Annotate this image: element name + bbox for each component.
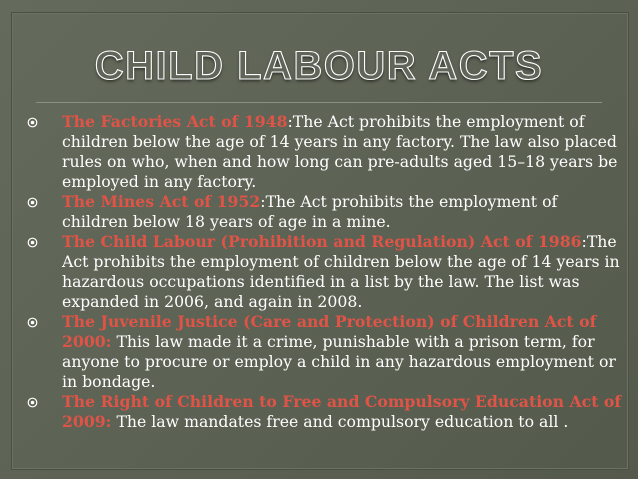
act-description: The Act prohibits the employment of children below 18 years of age in a mine. — [62, 192, 558, 231]
list-item — [20, 112, 624, 192]
circled-dot-bullet-icon — [24, 112, 40, 132]
act-separator: : — [581, 232, 587, 251]
list-item — [20, 312, 624, 392]
act-description: The Act prohibits the employment of children below the age of 14 years in any factory. The law also placed rules on who, when and how long can pre-adults aged 15–18 years be employed in any factory. — [62, 112, 618, 191]
act-separator: : — [260, 192, 266, 211]
circled-dot-bullet-icon — [24, 392, 40, 412]
list-item — [20, 392, 624, 432]
slide-title: CHILD LABOUR ACTS — [94, 44, 544, 88]
act-separator: : — [287, 112, 293, 131]
bullet-list — [20, 112, 624, 432]
circled-dot-bullet-icon — [24, 232, 40, 252]
act-description: This law made it a crime, punishable with a prison term, for anyone to procure or employ a child in any hazardous employment or in bondage. — [62, 332, 616, 391]
circled-dot-bullet-icon — [24, 192, 40, 212]
list-item — [20, 192, 624, 232]
circled-dot-bullet-icon — [24, 312, 40, 332]
act-separator: : — [105, 412, 112, 431]
list-item — [20, 232, 624, 312]
act-name: The Mines Act of 1952 — [62, 192, 261, 211]
act-description: The law mandates free and compulsory education to all . — [111, 412, 569, 431]
act-name: The Right of Children to Free and Compulsory Education Act of 2009 — [62, 392, 622, 431]
act-name: The Juvenile Justice (Care and Protection) of Children Act of 2000 — [62, 312, 597, 351]
act-description: The Act prohibits the employment of children below the age of 14 years in hazardous occupations identified in a list by the law. The list was expanded in 2006, and again in 2008. — [62, 232, 620, 311]
act-name: The Child Labour (Prohibition and Regulation) Act of 1986 — [62, 232, 582, 251]
act-separator: : — [105, 332, 112, 351]
act-name: The Factories Act of 1948 — [62, 112, 288, 131]
title-divider — [36, 102, 602, 103]
